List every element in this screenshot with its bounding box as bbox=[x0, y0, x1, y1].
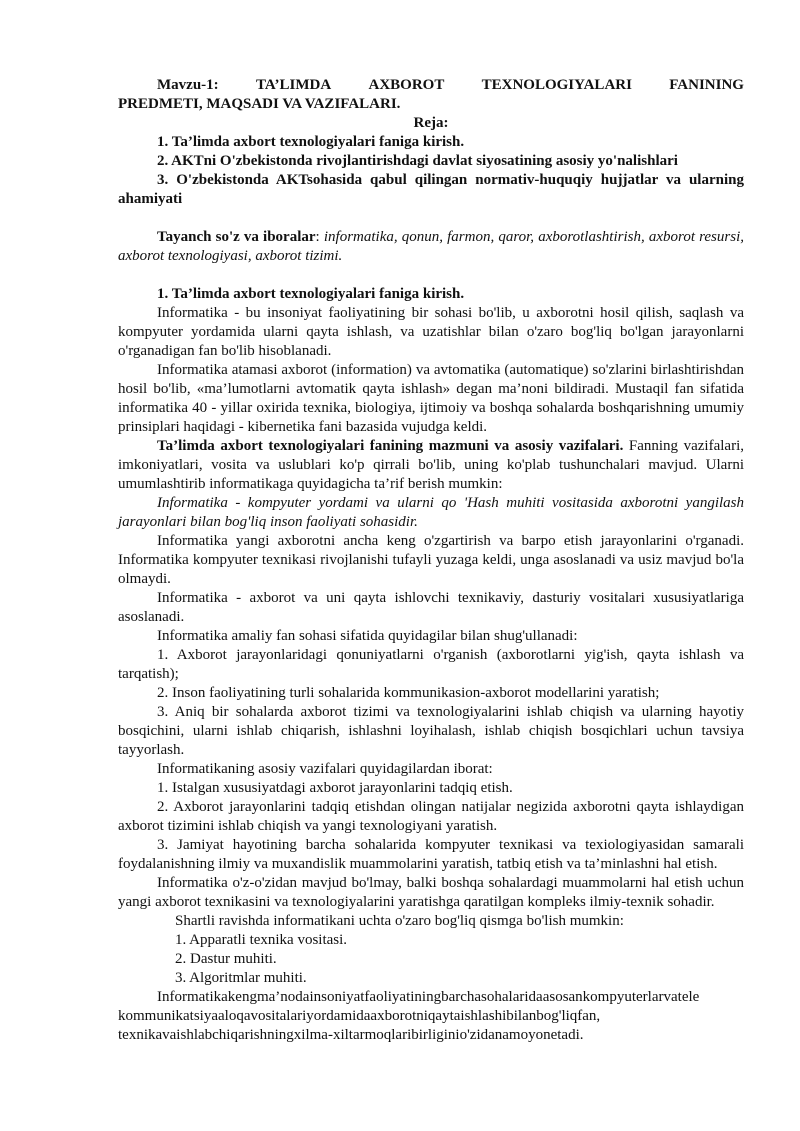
plan-item-3: 3. O'zbekistonda AKTsohasida qabul qilingan normativ-huquqiy hujjatlar va ularning ahamiyati bbox=[118, 172, 744, 207]
tasks-list-item: 1. Istalgan xususiyatdagi axborot jarayonlarini tadqiq etish. bbox=[157, 780, 513, 796]
parts-list-item: 1. Apparatli texnika vositasi. bbox=[175, 932, 348, 948]
paragraph-3-text: Fanning vazifalari, imkoniyatlari, vosita va uslublari ko'p qirrali bo'lib, uning ko'plab tushunchalari mavjud. Ularni umumlashtirib informatikaga quyidagicha ta’rif berish mumkin: bbox=[118, 438, 744, 492]
title-line-2: PREDMETI, MAQSADI VA VAZIFALARI. bbox=[118, 96, 401, 112]
tasks-list-item: 2. Axborot jarayonlarini tadqiq etishdan olingan natijalar negizida axborotni qayta ishlaydigan axborot tizimini ishlab chiqish va yangi texnologiyani yaratish. bbox=[118, 799, 744, 834]
paragraph-10: Shartli ravishda informatikani uchta o'zaro bog'liq qismga bo'lish mumkin: bbox=[175, 913, 624, 929]
document-page bbox=[118, 76, 744, 1045]
plan-item-2: 2. AKTni O'zbekistonda rivojlantirishdagi davlat siyosatining asosiy yo'nalishlari bbox=[157, 153, 678, 169]
keywords-paragraph: Tayanch so'z va iboralar: informatika, qonun, farmon, qaror, axborotlashtirish, axborot resursi, axborot texnologiyasi, axborot tizimi. bbox=[118, 229, 744, 264]
keywords-text: informatika, qonun, farmon, qaror, axborotlashtirish, axborot resursi, axborot texnologiyasi, axborot tizimi. bbox=[118, 229, 744, 264]
paragraph-3-heading: Ta’limda axbort texnologiyalari fanining mazmuni va asosiy vazifalari. bbox=[157, 438, 624, 454]
definition-paragraph: Informatika - kompyuter yordami va ularni qo 'Hash muhiti vositasida axborotni yangilash jarayonlari bilan bog'liq inson faoliyati sohasidir. bbox=[118, 495, 744, 530]
applied-list-item: 3. Aniq bir sohalarda axborot tizimi va texnologiyalarini ishlab chiqish va ularning hayotiy bosqichini, ularni ishlab chiqarish, ishlashni loyihalash, ishlab chiqish bosqichlari uchun tavsiya tayyorlash. bbox=[118, 704, 744, 758]
paragraph-8: Informatikaning asosiy vazifalari quyidagilardan iborat: bbox=[157, 761, 493, 777]
title-word: FANINING bbox=[669, 77, 744, 93]
paragraph-11-line: kommunikatsiyaaloqavositalariyordamidaaxborotniqaytaishlashibilanbog'liqfan, bbox=[118, 1008, 601, 1024]
title-word: TA’LIMDA bbox=[255, 77, 332, 93]
applied-list-item: 1. Axborot jarayonlaridagi qonuniyatlarni o'rganish (axborotlarni yig'ish, qayta ishlash va tarqatish); bbox=[118, 647, 744, 682]
parts-list-item: 2. Dastur muhiti. bbox=[175, 951, 277, 967]
section-1-heading: 1. Ta’limda axbort texnologiyalari faniga kirish. bbox=[157, 286, 465, 302]
paragraph-5: Informatika yangi axborotni ancha keng o'zgartirish va barpo etish jarayonlarini o'rganadi. Informatika kompyuter texnikasi rivojlanishi tufayli yuzaga keldi, unga asoslanadi va usiz mavjud bo'la olmaydi. bbox=[118, 533, 744, 587]
paragraph-11-line: Informatikakengma’nodainsoniyatfaoliyatiningbarchasohalaridaasosankompyuterlarvatele bbox=[157, 989, 700, 1005]
paragraph-11 bbox=[118, 988, 744, 1045]
paragraph-7: Informatika amaliy fan sohasi sifatida quyidagilar bilan shug'ullanadi: bbox=[157, 628, 578, 644]
title-word: AXBOROT bbox=[368, 77, 445, 93]
paragraph-3 bbox=[118, 437, 744, 494]
title-line-1 bbox=[118, 76, 744, 95]
paragraph-11-line: texnikavaishlabchiqarishningxilma-xiltarmoqlaribirliginio'zidanamoyonetadi. bbox=[118, 1027, 584, 1043]
paragraph-2: Informatika atamasi axborot (information) va avtomatika (automatique) so'zlarini birlashtirishdan hosil bo'lib, «ma’lumotlarni avtomatik qayta ishlash» degan ma’noni bildiradi. Mustaqil fan sifatida informatika 40 - yillar oxirida texnika, biologiya, ijtimoiy va boshqa sohalarda boshqarishning umumiy prinsiplari haqidagi - kibernetika fani bazasida vujudga keldi. bbox=[118, 362, 744, 435]
paragraph-9: Informatika o'z-o'zidan mavjud bo'lmay, balki boshqa sohalardagi muammolarni hal etish uchun yangi axborot texnikasini va texnologiyalarini yaratishga qaratilgan kompleks ilmiy-texnik sohadir. bbox=[118, 875, 744, 910]
document-title bbox=[118, 76, 744, 114]
tasks-list-item: 3. Jamiyat hayotining barcha sohalarida kompyuter texnikasi va texiologiyasidan samarali foydalanishning ilmiy va muxandislik muammolarini yaratish, tatbiq etish va ta’minlashni hal etish. bbox=[118, 837, 744, 872]
paragraph-1: Informatika - bu insoniyat faoliyatining bir sohasi bo'lib, u axborotni hosil qilish, saqlash va kompyuter yordamida ularni qayta ishlash, va uzatishlar bilan o'zaro bog'liq bo'lgan jarayonlarni o'rganadigan fan bo'lib hisoblanadi. bbox=[118, 305, 744, 359]
title-word: Mavzu-1: bbox=[157, 77, 219, 93]
keywords-label: Tayanch so'z va iboralar bbox=[157, 229, 316, 245]
paragraph-6: Informatika - axborot va uni qayta ishlovchi texnikaviy, dasturiy vositalari xususiyatlariga asoslanadi. bbox=[118, 590, 744, 625]
plan-item-1: 1. Ta’limda axbort texnologiyalari faniga kirish. bbox=[157, 134, 465, 150]
title-word: TEXNOLOGIYALARI bbox=[481, 77, 632, 93]
applied-list-item: 2. Inson faoliyatining turli sohalarida kommunikasion-axborot modellarini yaratish; bbox=[157, 685, 660, 701]
parts-list-item: 3. Algoritmlar muhiti. bbox=[175, 970, 307, 986]
reja-label: Reja: bbox=[413, 115, 449, 131]
